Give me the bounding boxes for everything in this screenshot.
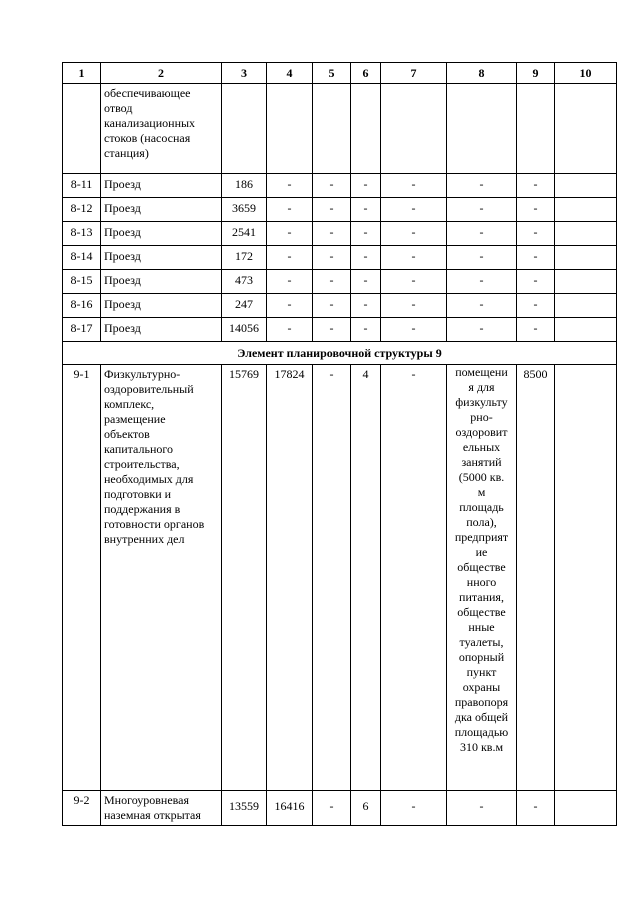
- row-name: Проезд: [101, 198, 222, 222]
- table-cell: -: [351, 270, 381, 294]
- table-cell: -: [381, 318, 447, 342]
- table-cell: -: [517, 222, 555, 246]
- table-cell: [555, 174, 617, 198]
- row-name: Проезд: [101, 294, 222, 318]
- header-cell: 5: [313, 63, 351, 84]
- continuation-row: [63, 84, 617, 174]
- table-cell: [381, 84, 447, 174]
- row-number: 8-11: [63, 174, 101, 198]
- table-cell: -: [381, 174, 447, 198]
- table-cell: -: [351, 222, 381, 246]
- table-cell: -: [313, 791, 351, 826]
- header-cell: 1: [63, 63, 101, 84]
- table-cell: -: [313, 222, 351, 246]
- table-cell: -: [381, 270, 447, 294]
- table-row: [63, 246, 617, 270]
- header-cell: 2: [101, 63, 222, 84]
- table-cell: -: [351, 198, 381, 222]
- row-number: 9-2: [63, 791, 101, 826]
- table-cell: 473: [222, 270, 267, 294]
- table-cell: 4: [351, 365, 381, 791]
- table-cell: 186: [222, 174, 267, 198]
- table-cell: 14056: [222, 318, 267, 342]
- table-cell: [555, 84, 617, 174]
- table-cell: -: [381, 222, 447, 246]
- table-cell: -: [517, 318, 555, 342]
- table-cell: [63, 84, 101, 174]
- table-cell: -: [447, 318, 517, 342]
- row-number: 8-14: [63, 246, 101, 270]
- row-name: Физкультурно- оздоровительный комплекс, размещение объектов капитального строительства, необходимых для подготовки и поддержания в готовности органов внутренних дел: [101, 365, 222, 791]
- table-cell: [555, 270, 617, 294]
- table-cell: -: [447, 174, 517, 198]
- table-cell: -: [517, 198, 555, 222]
- row-name: Многоуровневая наземная открытая: [101, 791, 222, 826]
- table-cell: -: [381, 198, 447, 222]
- table-cell: -: [313, 246, 351, 270]
- table-cell: 13559: [222, 791, 267, 826]
- table-cell: 8500: [517, 365, 555, 791]
- header-cell: 8: [447, 63, 517, 84]
- table-cell: -: [267, 318, 313, 342]
- table-cell: 17824: [267, 365, 313, 791]
- table-cell: [222, 84, 267, 174]
- row-name: Проезд: [101, 318, 222, 342]
- table-cell: -: [447, 270, 517, 294]
- table-cell: -: [447, 222, 517, 246]
- table-cell: [313, 84, 351, 174]
- table-cell: -: [381, 365, 447, 791]
- table-cell: -: [351, 174, 381, 198]
- continuation-text: обеспечивающее отвод канализационных стоков (насосная станция): [101, 84, 222, 174]
- table-cell: -: [517, 174, 555, 198]
- table-cell: 3659: [222, 198, 267, 222]
- table-cell: -: [447, 246, 517, 270]
- table-cell: -: [313, 198, 351, 222]
- header-row: [63, 63, 617, 84]
- table-cell: [351, 84, 381, 174]
- table-cell: помещени я для физкульту рно- оздоровит ельных занятий (5000 кв. м площадь пола), предприят ие обществе нного питания, обществе нные туалеты, опорный пункт охраны правопоря дка общей площадью 310 кв.м: [447, 365, 517, 791]
- row-number: 8-15: [63, 270, 101, 294]
- table-cell: -: [313, 270, 351, 294]
- row-name: Проезд: [101, 246, 222, 270]
- table-row: [63, 318, 617, 342]
- table-cell: [555, 294, 617, 318]
- table-cell: [555, 246, 617, 270]
- table-cell: 172: [222, 246, 267, 270]
- row-number: 8-13: [63, 222, 101, 246]
- table-cell: -: [351, 294, 381, 318]
- table-cell: [267, 84, 313, 174]
- section-title: Элемент планировочной структуры 9: [63, 342, 617, 365]
- table-row: [63, 791, 617, 826]
- row-name: Проезд: [101, 222, 222, 246]
- header-cell: 7: [381, 63, 447, 84]
- header-cell: 3: [222, 63, 267, 84]
- row-name: Проезд: [101, 174, 222, 198]
- table-cell: [517, 84, 555, 174]
- table-row: [63, 174, 617, 198]
- table-cell: 16416: [267, 791, 313, 826]
- table-row: [63, 198, 617, 222]
- table-cell: -: [447, 294, 517, 318]
- table-cell: -: [381, 791, 447, 826]
- table-cell: -: [313, 365, 351, 791]
- table-cell: -: [267, 294, 313, 318]
- table-cell: 247: [222, 294, 267, 318]
- table-cell: -: [267, 270, 313, 294]
- table-cell: [447, 84, 517, 174]
- table-cell: -: [447, 198, 517, 222]
- row-name: Проезд: [101, 270, 222, 294]
- table-cell: -: [313, 294, 351, 318]
- table-cell: -: [517, 791, 555, 826]
- row-number: 8-17: [63, 318, 101, 342]
- table-cell: 2541: [222, 222, 267, 246]
- section-row: [63, 342, 617, 365]
- table-row: [63, 222, 617, 246]
- table-cell: -: [267, 198, 313, 222]
- table-cell: [555, 318, 617, 342]
- table-row: [63, 365, 617, 791]
- row-number: 9-1: [63, 365, 101, 791]
- table-cell: -: [267, 174, 313, 198]
- table-cell: -: [267, 246, 313, 270]
- table-cell: -: [381, 294, 447, 318]
- table-row: [63, 294, 617, 318]
- header-cell: 4: [267, 63, 313, 84]
- table-cell: -: [313, 318, 351, 342]
- table-cell: [555, 222, 617, 246]
- header-cell: 6: [351, 63, 381, 84]
- header-cell: 10: [555, 63, 617, 84]
- table-row: [63, 270, 617, 294]
- table-cell: [555, 198, 617, 222]
- table-cell: -: [517, 270, 555, 294]
- table-cell: [555, 791, 617, 826]
- header-cell: 9: [517, 63, 555, 84]
- table-cell: 15769: [222, 365, 267, 791]
- table-cell: 6: [351, 791, 381, 826]
- table-cell: -: [351, 318, 381, 342]
- table-cell: -: [447, 791, 517, 826]
- document-table: [62, 62, 617, 826]
- row-number: 8-12: [63, 198, 101, 222]
- row-number: 8-16: [63, 294, 101, 318]
- table-cell: -: [517, 294, 555, 318]
- table-cell: -: [313, 174, 351, 198]
- table-cell: -: [381, 246, 447, 270]
- table-cell: -: [351, 246, 381, 270]
- table-cell: -: [517, 246, 555, 270]
- table-cell: -: [267, 222, 313, 246]
- table-cell: [555, 365, 617, 791]
